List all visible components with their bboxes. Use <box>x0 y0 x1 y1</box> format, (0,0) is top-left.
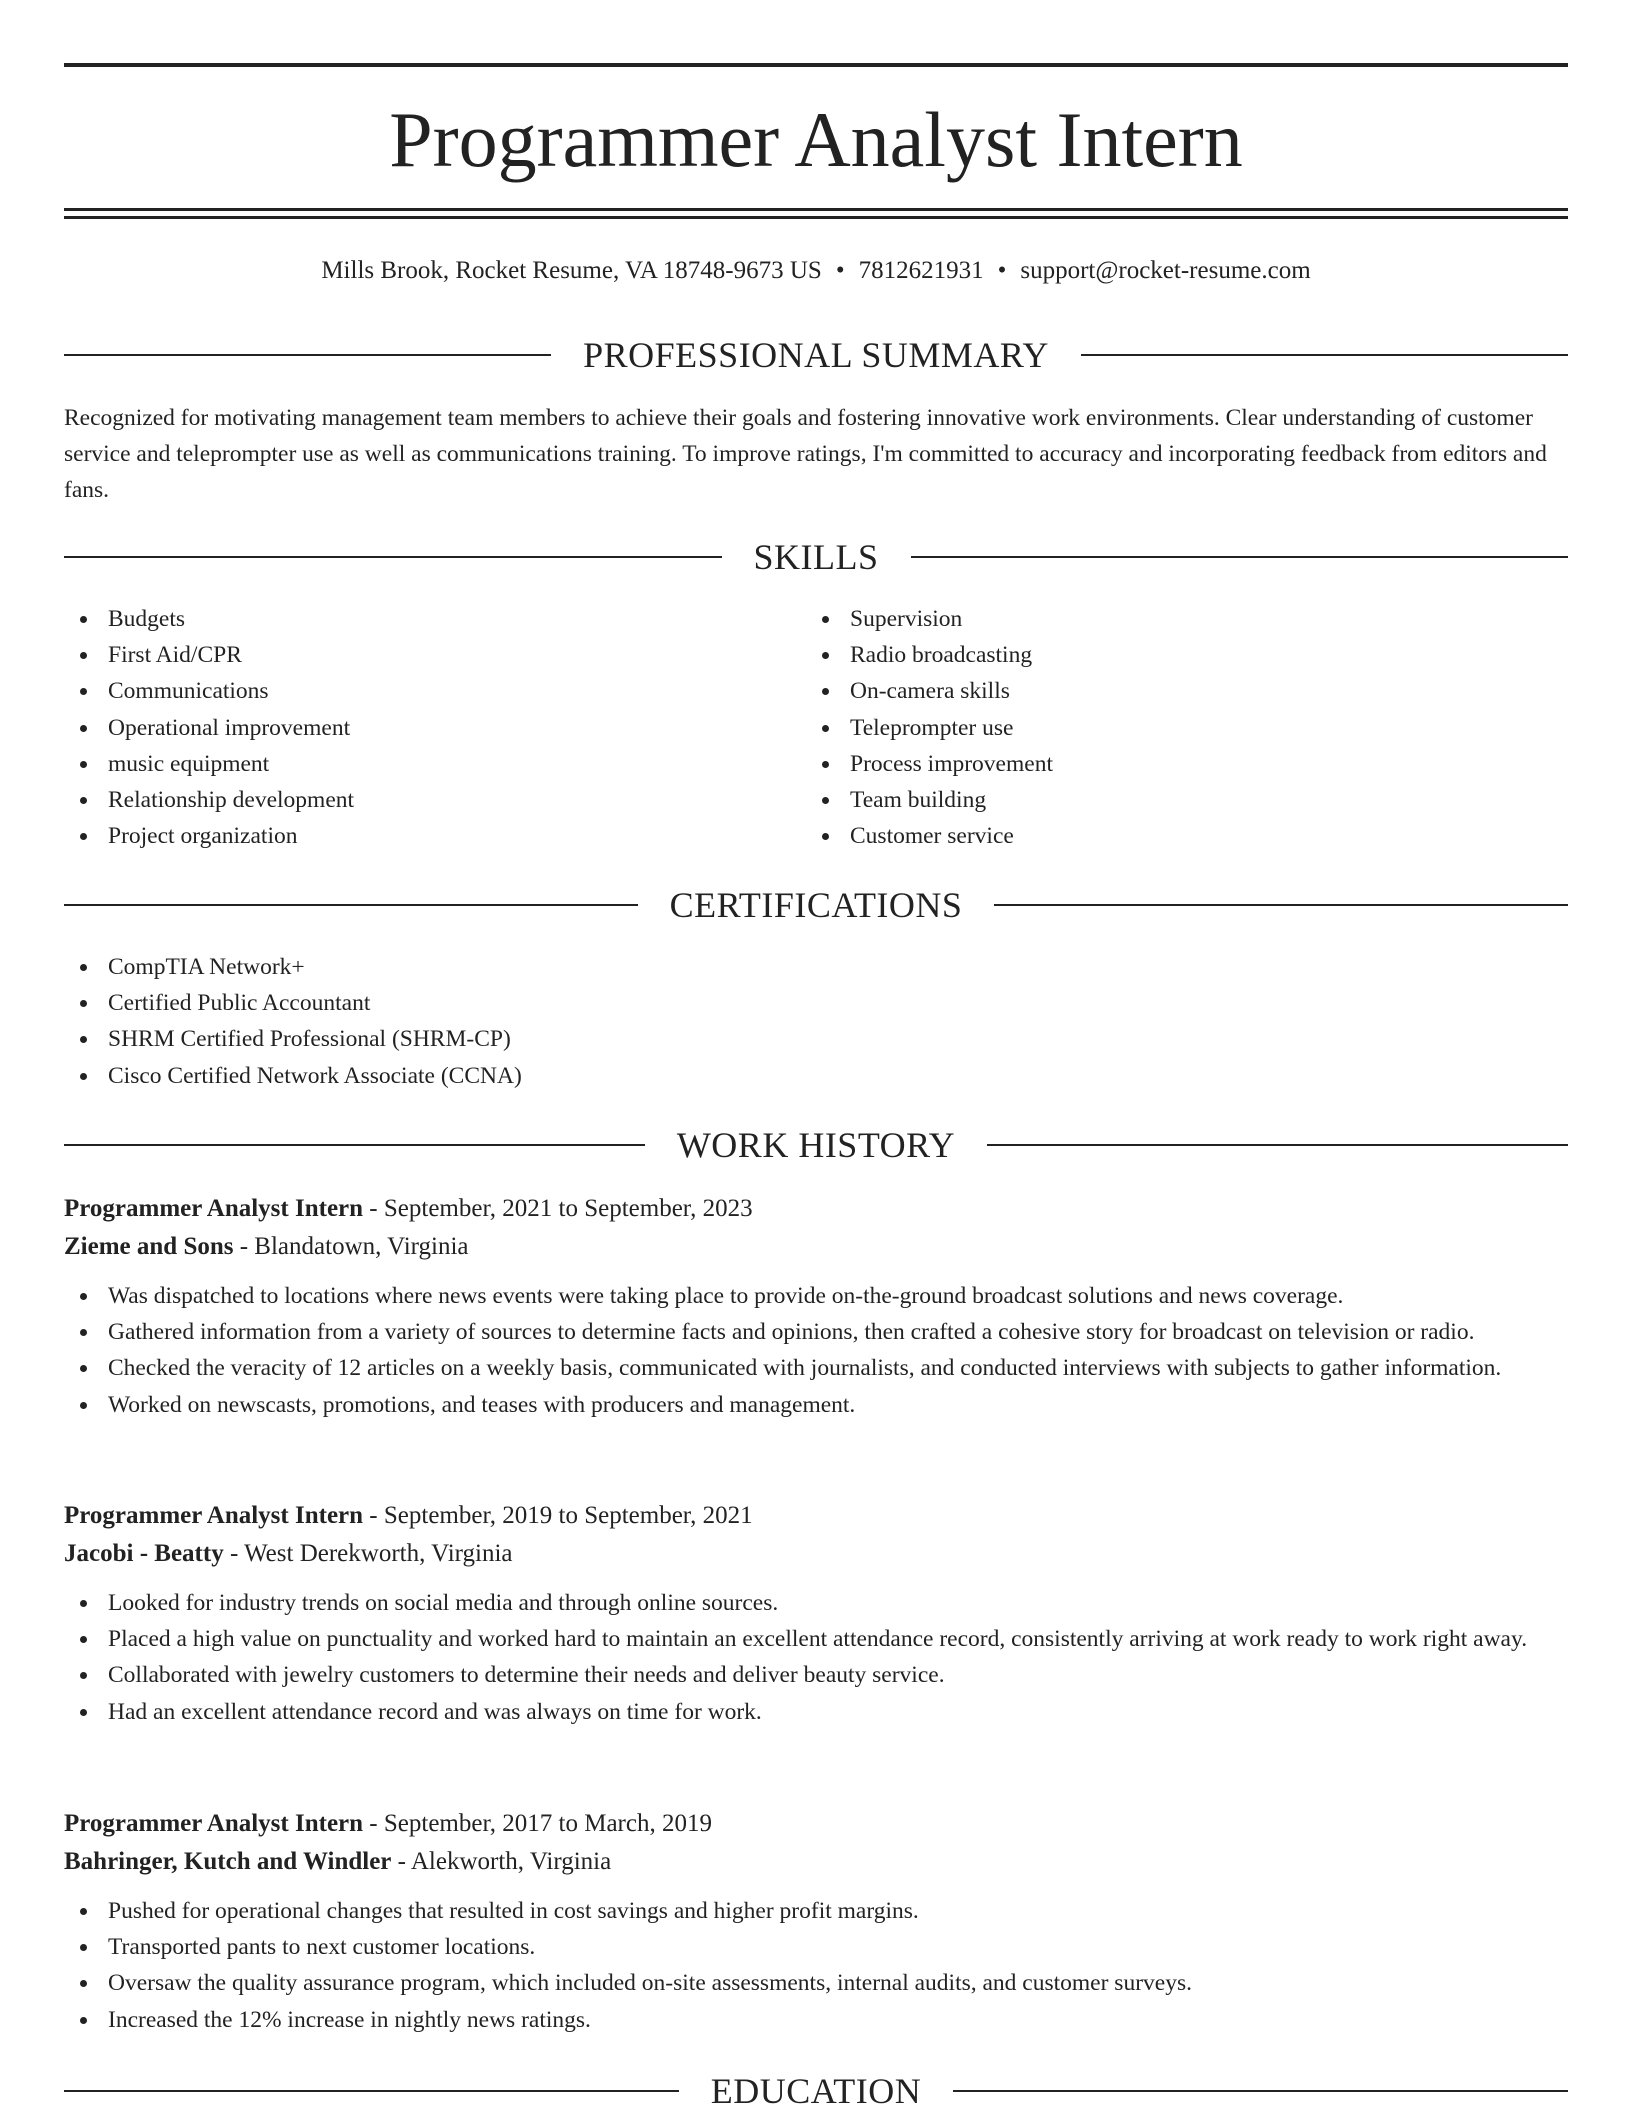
title-rule-lower <box>64 216 1568 219</box>
skill-item: Process improvement <box>806 746 1506 782</box>
job-bullet: Placed a high value on punctuality and worked hard to maintain an excellent attendance record, consistently arriving at work ready to work right away. <box>64 1621 1568 1657</box>
job-company: Bahringer, Kutch and Windler <box>64 1848 392 1875</box>
job-company-line <box>64 1843 1568 1881</box>
section-title-education: EDUCATION <box>710 2071 922 2111</box>
job-bullet: Pushed for operational changes that resulted in cost savings and higher profit margins. <box>64 1893 1568 1929</box>
skills-column-left <box>64 601 764 854</box>
job-title-line <box>64 1190 1568 1228</box>
job-bullet: Gathered information from a variety of sources to determine facts and opinions, then crafted a cohesive story for broadcast on television or radio. <box>64 1314 1568 1350</box>
summary-text: Recognized for motivating management team members to achieve their goals and fostering innovative work environments. Clear understanding of customer service and teleprompter use as well as communications training. To improve ratings, I'm committed to accuracy and incorporating feedback from editors and fans. <box>64 405 1547 503</box>
certification-item: Certified Public Accountant <box>64 985 1568 1021</box>
skills-column-right <box>806 601 1506 854</box>
section-rule <box>64 904 638 906</box>
job-bullet: Oversaw the quality assurance program, which included on-site assessments, internal audits, and customer surveys. <box>64 1965 1568 2001</box>
skill-item: Relationship development <box>64 782 764 818</box>
job-dates: - September, 2017 to March, 2019 <box>363 1810 712 1837</box>
job-bullet: Collaborated with jewelry customers to determine their needs and deliver beauty service. <box>64 1657 1568 1693</box>
job-bullet: Worked on newscasts, promotions, and teases with producers and management. <box>64 1387 1568 1423</box>
contact-separator: • <box>997 257 1007 284</box>
job-company-line <box>64 1228 1568 1266</box>
section-rule <box>994 904 1568 906</box>
section-header-certifications <box>64 883 1568 927</box>
skill-item: Operational improvement <box>64 710 764 746</box>
job-location: - Alekworth, Virginia <box>391 1848 612 1875</box>
skill-item: Customer service <box>806 818 1506 854</box>
job-bullet: Had an excellent attendance record and was always on time for work. <box>64 1694 1568 1730</box>
page-title: Programmer Analyst Intern <box>389 96 1243 183</box>
certifications-list <box>64 949 1568 1094</box>
job-location: - Blandatown, Virginia <box>233 1233 469 1260</box>
skill-item: music equipment <box>64 746 764 782</box>
job-title: Programmer Analyst Intern <box>64 1810 364 1837</box>
job-bullet: Looked for industry trends on social media and through online sources. <box>64 1585 1568 1621</box>
job-company-line <box>64 1535 1568 1573</box>
job-bullet: Increased the 12% increase in nightly news ratings. <box>64 2002 1568 2038</box>
skill-item: Project organization <box>64 818 764 854</box>
top-rule <box>64 63 1568 67</box>
certification-item: CompTIA Network+ <box>64 949 1568 985</box>
job-entry <box>64 1497 1568 1730</box>
job-bullet: Was dispatched to locations where news events were taking place to provide on-the-ground broadcast solutions and news coverage. <box>64 1278 1568 1314</box>
job-entry <box>64 1190 1568 1423</box>
certification-item: SHRM Certified Professional (SHRM-CP) <box>64 1021 1568 1057</box>
section-header-work <box>64 1123 1568 1167</box>
section-rule <box>64 354 551 356</box>
job-title: Programmer Analyst Intern <box>64 1195 364 1222</box>
section-rule <box>64 1144 645 1146</box>
section-header-skills <box>64 535 1568 579</box>
section-header-summary <box>64 333 1568 377</box>
job-bullets <box>64 1585 1568 1730</box>
section-title-work: WORK HISTORY <box>676 1125 956 1165</box>
job-bullet: Transported pants to next customer locations. <box>64 1929 1568 1965</box>
section-title-certifications: CERTIFICATIONS <box>669 885 963 925</box>
job-bullets <box>64 1278 1568 1423</box>
job-company: Zieme and Sons <box>64 1233 234 1260</box>
skill-item: On-camera skills <box>806 673 1506 709</box>
skill-item: Team building <box>806 782 1506 818</box>
job-title-line <box>64 1805 1568 1843</box>
skill-item: Teleprompter use <box>806 710 1506 746</box>
section-rule <box>1081 354 1568 356</box>
job-bullets <box>64 1893 1568 2038</box>
skill-item: Budgets <box>64 601 764 637</box>
title-rule-upper <box>64 208 1568 211</box>
section-rule <box>953 2090 1568 2092</box>
job-location: - West Derekworth, Virginia <box>223 1540 513 1567</box>
section-title-skills: SKILLS <box>753 537 879 577</box>
certification-item: Cisco Certified Network Associate (CCNA) <box>64 1058 1568 1094</box>
section-rule <box>64 2090 679 2092</box>
section-header-education <box>64 2069 1568 2113</box>
job-title: Programmer Analyst Intern <box>64 1502 364 1529</box>
contact-address: Mills Brook, Rocket Resume, VA 18748-9673 US <box>321 257 822 284</box>
job-company: Jacobi - Beatty <box>64 1540 224 1567</box>
job-dates: - September, 2021 to September, 2023 <box>363 1195 753 1222</box>
job-title-line <box>64 1497 1568 1535</box>
job-entry <box>64 1805 1568 2038</box>
skill-item: First Aid/CPR <box>64 637 764 673</box>
skill-item: Communications <box>64 673 764 709</box>
contact-separator: • <box>835 257 845 284</box>
section-rule <box>64 556 722 558</box>
skill-item: Supervision <box>806 601 1506 637</box>
contact-email: support@rocket-resume.com <box>1020 257 1311 284</box>
contact-phone: 7812621931 <box>858 257 984 284</box>
job-bullet: Checked the veracity of 12 articles on a weekly basis, communicated with journalists, and conducted interviews with subjects to gather information. <box>64 1350 1568 1386</box>
section-title-summary: PROFESSIONAL SUMMARY <box>583 335 1049 375</box>
section-rule <box>987 1144 1568 1146</box>
contact-line <box>64 254 1568 288</box>
job-dates: - September, 2019 to September, 2021 <box>363 1502 753 1529</box>
skill-item: Radio broadcasting <box>806 637 1506 673</box>
section-rule <box>911 556 1569 558</box>
